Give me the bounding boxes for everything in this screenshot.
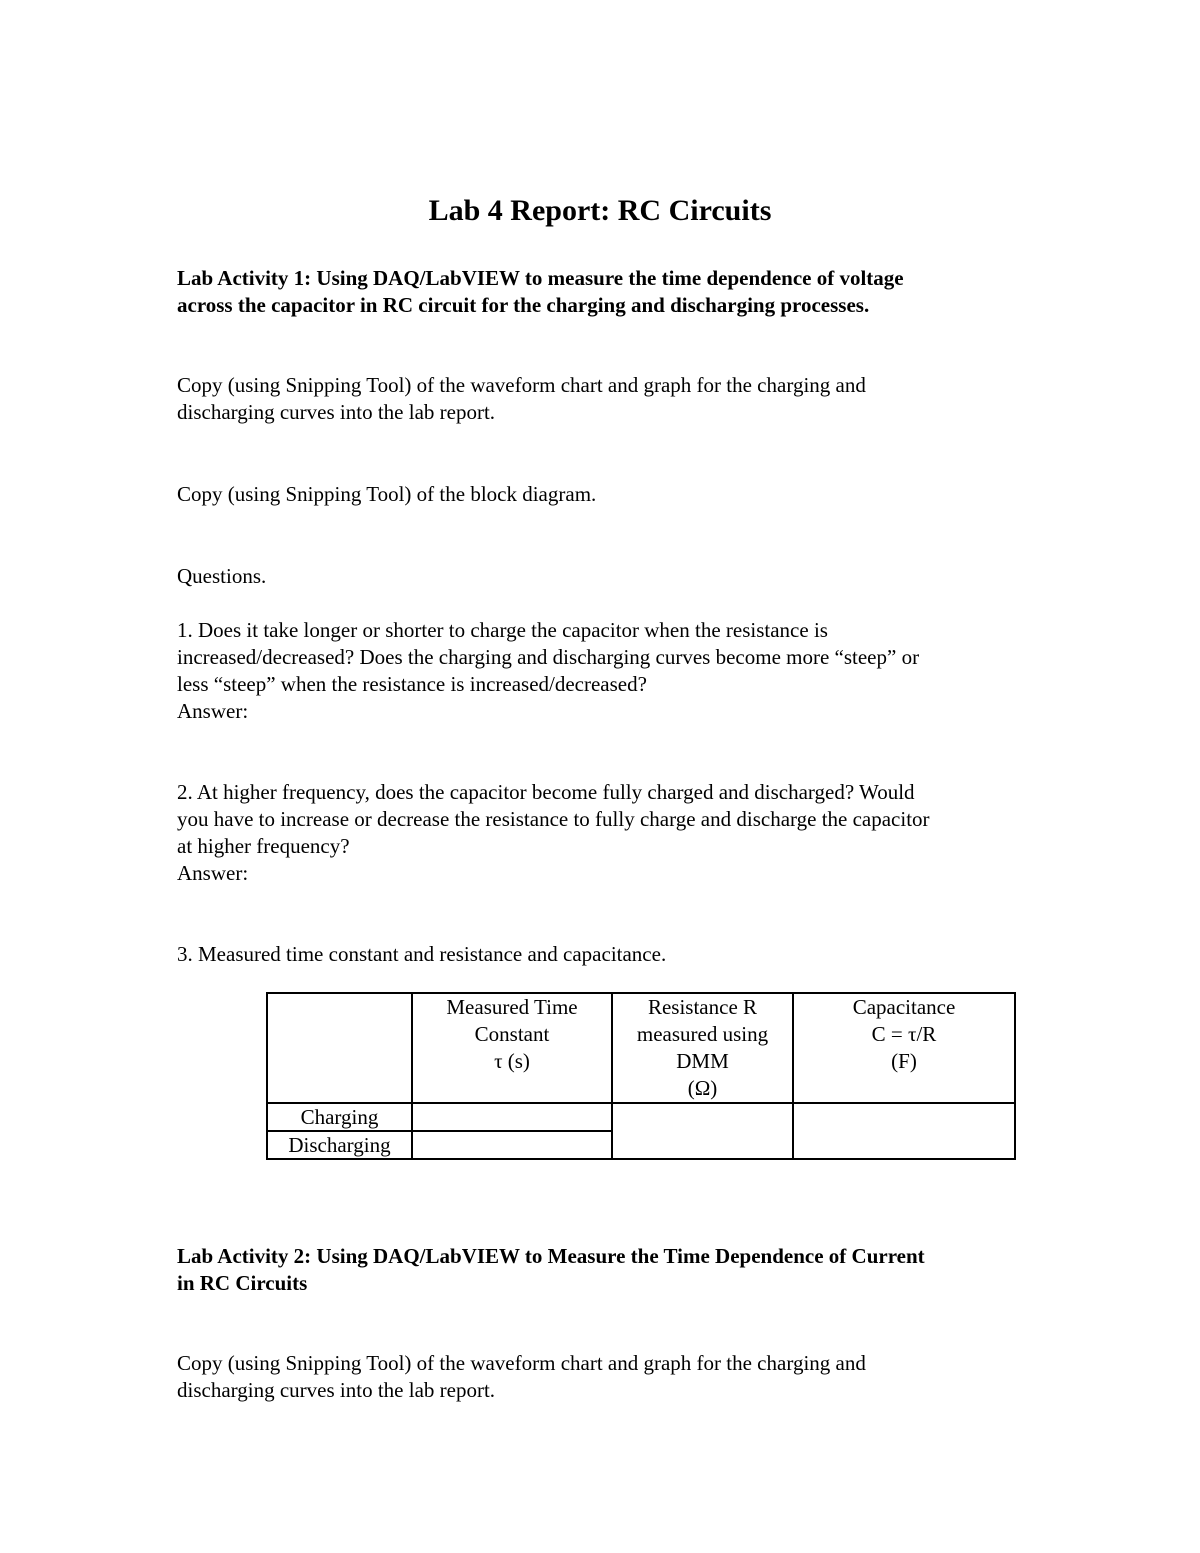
- header-line: (F): [891, 1049, 917, 1073]
- questions-label-text: Questions.: [177, 564, 267, 588]
- question-line: increased/decreased? Does the charging and discharging curves become more “steep” or: [177, 645, 920, 669]
- header-line: Capacitance: [852, 995, 956, 1019]
- header-line: τ (s): [494, 1049, 530, 1073]
- cell-resistance[interactable]: [612, 1103, 793, 1159]
- question-1: [177, 617, 1037, 725]
- instruction-line: Copy (using Snipping Tool) of the waveform chart and graph for the charging and: [177, 1351, 866, 1375]
- question-line: you have to increase or decrease the resistance to fully charge and discharge the capacitor: [177, 807, 930, 831]
- question-line: 2. At higher frequency, does the capacitor become fully charged and discharged? Would: [177, 780, 915, 804]
- header-line: DMM: [676, 1049, 729, 1073]
- header-line: measured using: [636, 1022, 769, 1046]
- activity1-copy-chart-instruction: [177, 372, 1037, 426]
- instruction-line: Copy (using Snipping Tool) of the block diagram.: [177, 482, 597, 506]
- activity2-heading-line: in RC Circuits: [177, 1271, 308, 1295]
- instruction-line: discharging curves into the lab report.: [177, 1378, 496, 1402]
- activity1-heading: [177, 265, 1037, 319]
- measurement-table: [266, 992, 1016, 1160]
- question-line: less “steep” when the resistance is increased/decreased?: [177, 672, 647, 696]
- activity1-heading-line: Lab Activity 1: Using DAQ/LabVIEW to measure the time dependence of voltage: [177, 266, 904, 290]
- question-line: 3. Measured time constant and resistance and capacitance.: [177, 942, 667, 966]
- activity1-copy-block-instruction: [177, 481, 1037, 508]
- table-row: [267, 1103, 1015, 1131]
- activity1-heading-line: across the capacitor in RC circuit for the charging and discharging processes.: [177, 293, 870, 317]
- page-title: Lab 4 Report: RC Circuits: [428, 194, 772, 227]
- instruction-line: discharging curves into the lab report.: [177, 400, 496, 424]
- question-line: at higher frequency?: [177, 834, 350, 858]
- table-header-resistance: [612, 993, 793, 1103]
- answer-label: Answer:: [177, 861, 249, 885]
- table-header-cell-empty: [267, 993, 412, 1103]
- header-line: Constant: [474, 1022, 550, 1046]
- question-2: [177, 779, 1037, 887]
- table-header-row: [267, 993, 1015, 1103]
- table-header-capacitance: [793, 993, 1015, 1103]
- table-header-time-constant: [412, 993, 612, 1103]
- question-3: [177, 941, 1037, 968]
- header-line: Resistance R: [647, 995, 758, 1019]
- activity2-copy-chart-instruction: [177, 1350, 1037, 1404]
- row-label-charging: Charging: [267, 1103, 412, 1131]
- row-label-discharging: Discharging: [267, 1131, 412, 1159]
- header-line: (Ω): [687, 1076, 718, 1100]
- answer-label: Answer:: [177, 699, 249, 723]
- question-line: 1. Does it take longer or shorter to charge the capacitor when the resistance is: [177, 618, 828, 642]
- activity2-heading: [177, 1243, 1037, 1297]
- cell-capacitance[interactable]: [793, 1103, 1015, 1159]
- header-line: Measured Time: [446, 995, 578, 1019]
- header-line: C = τ/R: [871, 1022, 937, 1046]
- instruction-line: Copy (using Snipping Tool) of the waveform chart and graph for the charging and: [177, 373, 866, 397]
- cell-time-constant-discharging[interactable]: [412, 1131, 612, 1159]
- activity2-heading-line: Lab Activity 2: Using DAQ/LabVIEW to Measure the Time Dependence of Current: [177, 1244, 925, 1268]
- questions-label: [177, 563, 1037, 590]
- cell-time-constant-charging[interactable]: [412, 1103, 612, 1131]
